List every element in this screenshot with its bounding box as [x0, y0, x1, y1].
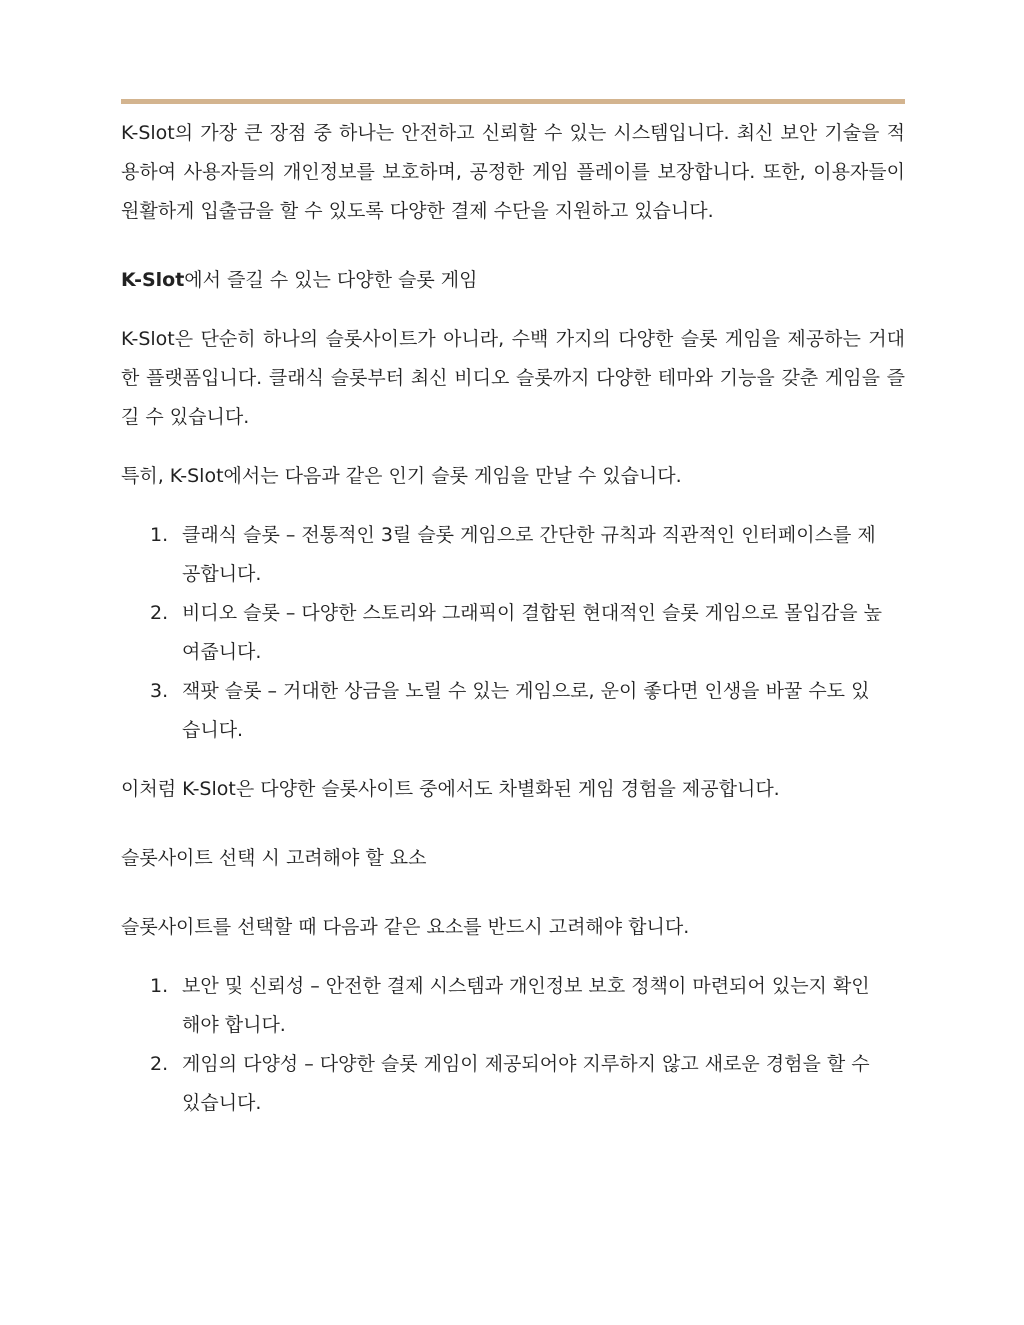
- section2-paragraph: 슬롯사이트를 선택할 때 다음과 같은 요소를 반드시 고려해야 합니다.: [121, 916, 690, 938]
- intro-paragraph: K-Slot의 가장 큰 장점 중 하나는 안전하고 신뢰할 수 있는 시스템입니다. 최신 보안 기술을 적용하여 사용자들의 개인정보를 보호하며, 공정한 게임 플레이를 보장합니다. 또한, 이용자들이 원활하게 입출금을 할 수 있도록 다양한 결제 수단을 지원하고 있습니다.: [121, 122, 905, 222]
- section1-closing: 이처럼 K-Slot은 다양한 슬롯사이트 중에서도 차별화된 게임 경험을 제공합니다.: [121, 778, 780, 800]
- section1-paragraph1: K-Slot은 단순히 하나의 슬롯사이트가 아니라, 수백 가지의 다양한 슬롯 게임을 제공하는 거대한 플랫폼입니다. 클래식 슬롯부터 최신 비디오 슬롯까지 다양한 테마와 기능을 갖춘 게임을 즐길 수 있습니다.: [121, 328, 905, 428]
- list-item-number: 3.: [150, 680, 169, 702]
- list-item-text: 비디오 슬롯 – 다양한 스토리와 그래픽이 결합된 현대적인 슬롯 게임으로 몰입감을 높여줍니다.: [182, 602, 882, 663]
- list-item-number: 1.: [150, 524, 169, 546]
- section1-heading-rest: 에서 즐길 수 있는 다양한 슬롯 게임: [184, 269, 478, 291]
- section1-list: [121, 516, 905, 750]
- section2-heading: 슬롯사이트 선택 시 고려해야 할 요소: [121, 847, 427, 869]
- list-item: [121, 672, 905, 750]
- list-item-text: 클래식 슬롯 – 전통적인 3릴 슬롯 게임으로 간단한 규칙과 직관적인 인터페이스를 제공합니다.: [182, 524, 876, 585]
- list-item-text: 잭팟 슬롯 – 거대한 상금을 노릴 수 있는 게임으로, 운이 좋다면 인생을 바꿀 수도 있습니다.: [182, 680, 870, 741]
- section1-heading-bold: K-Slot: [121, 269, 185, 291]
- document-content: [121, 114, 905, 1143]
- list-item-number: 2.: [150, 1053, 169, 1075]
- section1-paragraph2: 특히, K-Slot에서는 다음과 같은 인기 슬롯 게임을 만날 수 있습니다.: [121, 465, 682, 487]
- list-item-number: 1.: [150, 975, 169, 997]
- section2-list: [121, 967, 905, 1123]
- list-item: [121, 516, 905, 594]
- list-item: [121, 594, 905, 672]
- list-item: [121, 967, 905, 1045]
- list-item-text: 보안 및 신뢰성 – 안전한 결제 시스템과 개인정보 보호 정책이 마련되어 있는지 확인해야 합니다.: [182, 975, 870, 1036]
- list-item: [121, 1045, 905, 1123]
- top-divider: [121, 99, 905, 104]
- list-item-number: 2.: [150, 602, 169, 624]
- section1-heading: [121, 261, 905, 300]
- list-item-text: 게임의 다양성 – 다양한 슬롯 게임이 제공되어야 지루하지 않고 새로운 경험을 할 수 있습니다.: [182, 1053, 870, 1114]
